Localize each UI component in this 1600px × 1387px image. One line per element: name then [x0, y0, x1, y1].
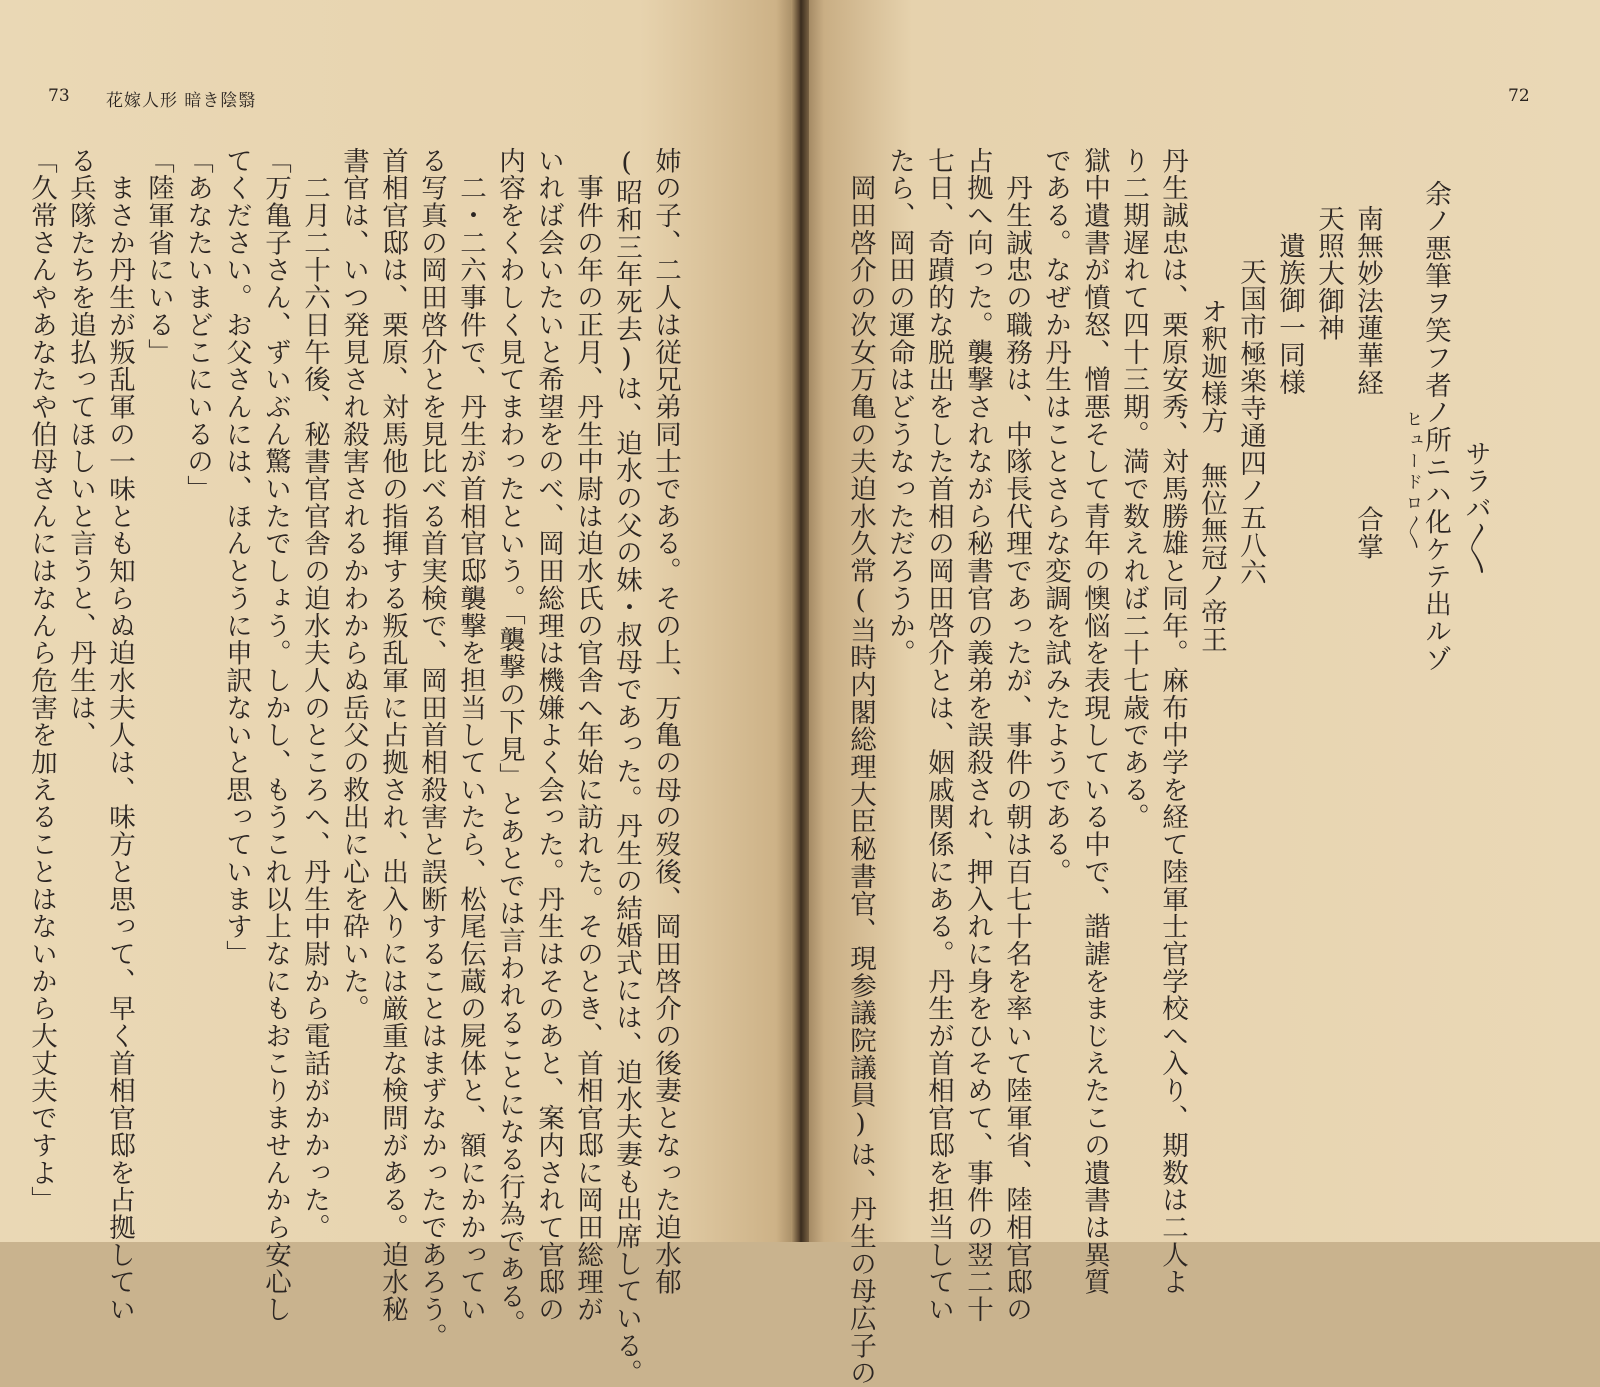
testament-line: オ釈迦様方 無位無冠ノ帝王 — [1196, 298, 1227, 654]
text-line: (昭和三年死去)は、迫水の父の妹・叔母であった。丹生の結婚式には、迫水夫妻も出席している。 — [611, 147, 642, 1387]
text-line: たら、岡田の運命はどうなっただろうか。 — [884, 147, 915, 667]
text-line: 獄中遺書が憤怒、憎悪そして青年の懊悩を表現している中で、諧謔をまじえたこの遺書は異質 — [1079, 147, 1110, 1296]
text-line: 丹生誠忠は、栗原安秀、対馬勝雄と同年。麻布中学を経て陸軍士官学校へ入り、期数は二人よ — [1157, 147, 1188, 1296]
testament-line: 天照大御神 — [1313, 205, 1344, 342]
testament-line: 天国市極楽寺通四ノ五八六 — [1235, 258, 1266, 587]
text-line: 二月二十六日午後、秘書官官舎の迫水夫人のところへ、丹生中尉から電話がかかった。 — [299, 147, 330, 1241]
text-line: 岡田啓介の次女万亀の夫迫水久常(当時内閣総理大臣秘書官、現参議院議員)は、丹生の母広子の — [845, 147, 876, 1387]
text-line: 「陸軍省にいる」 — [143, 147, 174, 366]
text-line: まさか丹生が叛乱軍の一味とも知らぬ迫水夫人は、味方と思って、早く首相官邸を占拠してい — [104, 147, 135, 1324]
page-number-left: 73 — [48, 86, 70, 106]
testament-sarabā: サラバ〳〵 — [1460, 440, 1491, 576]
testament-hyudoro: ヒュードロ〳〵 — [1402, 410, 1422, 553]
text-line: 姉の子、二人は従兄弟同士である。その上、万亀の母の歿後、岡田啓介の後妻となった迫水郁 — [650, 147, 681, 1296]
text-line: 「あなたいまどこにいるの」 — [182, 147, 213, 503]
testament-line: 遺族御一同様 — [1274, 232, 1305, 397]
text-line: 首相官邸は、栗原、対馬他の指揮する叛乱軍に占拠され、出入りには厳重な検問がある。迫水秘 — [377, 147, 408, 1324]
text-line: り二期遅れて四十三期。満で数えれば二十七歳である。 — [1118, 147, 1149, 831]
text-line: いれば会いたいと希望をのべ、岡田総理は機嫌よく会った。丹生はそのあと、案内されて官邸の — [533, 147, 564, 1324]
text-line: 事件の年の正月、丹生中尉は迫水氏の官舎へ年始に訪れた。そのとき、首相官邸に岡田総理が — [572, 147, 603, 1324]
text-line: である。なぜか丹生はことさらな変調を試みたようである。 — [1040, 147, 1071, 886]
text-line: 内容をくわしく見てまわったという。「襲撃の下見」とあとでは言われることになる行為である。 — [494, 147, 525, 1338]
text-line: 書官は、いつ発見され殺害されるかわからぬ岳父の救出に心を砕いた。 — [338, 147, 369, 1023]
text-line: 「久常さんやあなたや伯母さんにはなんら危害を加えることはないから大丈夫ですよ」 — [26, 147, 57, 1214]
text-line: 「万亀子さん、ずいぶん驚いたでしょう。しかし、もうこれ以上なにもおこりませんから安心し — [260, 147, 291, 1324]
text-line: る写真の岡田啓介とを見比べる首実検で、岡田首相殺害と誤断することはまずなかったであろう。 — [416, 147, 447, 1351]
text-line: 占拠へ向った。襲撃されながら秘書官の義弟を誤殺され、押入れに身をひそめて、事件の翌二十 — [962, 147, 993, 1324]
text-line: 七日、奇蹟的な脱出をした首相の岡田啓介とは、姻戚関係にある。丹生が首相官邸を担当してい — [923, 147, 954, 1324]
running-title: 花嫁人形 暗き陰翳 — [106, 91, 257, 111]
text-line: 丹生誠忠の職務は、中隊長代理であったが、事件の朝は百七十名を率いて陸軍省、陸相官邸の — [1001, 147, 1032, 1324]
testament-line: 余ノ悪筆ヲ笑フ者ノ所ニハ化ケテ出ルゾ — [1420, 180, 1451, 673]
book-gutter — [791, 0, 809, 1242]
text-line: てください。お父さんには、ほんとうに申訳ないと思っています」 — [221, 147, 252, 968]
testament-line: 南無妙法蓮華経 合掌 — [1352, 205, 1383, 561]
text-line: 二・二六事件で、丹生が首相官邸襲撃を担当していたら、松尾伝蔵の屍体と、額にかかってい — [455, 147, 486, 1324]
right-page — [800, 0, 1600, 1387]
page-number-right: 72 — [1508, 86, 1530, 106]
text-line: る兵隊たちを追払ってほしいと言うと、丹生は、 — [65, 147, 96, 749]
